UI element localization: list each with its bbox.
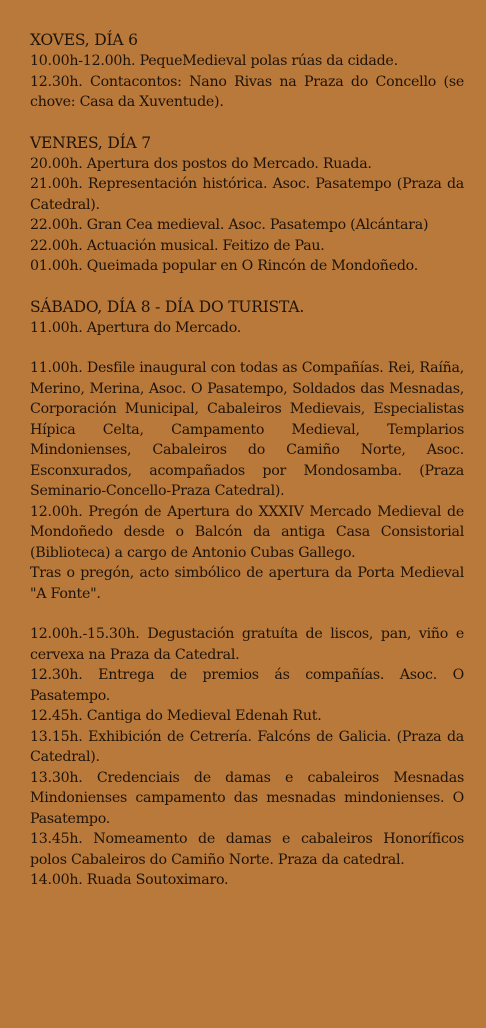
list-item: 22.00h. Actuación musical. Feitizo de Pau.	[30, 237, 325, 254]
day-heading-saturday: SÁBADO, DÍA 8 - DÍA DO TURISTA.	[30, 297, 305, 316]
list-item: 20.00h. Apertura dos postos do Mercado. Ruada.	[30, 155, 372, 172]
spacer	[30, 338, 464, 358]
day-heading-friday: VENRES, DÍA 7	[30, 133, 151, 152]
list-item: 13.30h. Credenciais de damas e cabaleiros Mesnadas Mindonienses campamento das mesnadas mindonienses. O Pasatempo.	[30, 769, 464, 827]
list-item: 12.30h. Contacontos: Nano Rivas na Praza do Concello (se chove: Casa da Xuventude).	[30, 73, 464, 110]
list-item: 12.00h.-15.30h. Degustación gratuíta de liscos, pan, viño e cervexa na Praza da Catedral.	[30, 626, 464, 663]
list-item: 13.45h. Nomeamento de damas e cabaleiros Honoríficos polos Cabaleiros do Camiño Norte. Praza da catedral.	[30, 831, 464, 868]
list-item: 01.00h. Queimada popular en O Rincón de Mondoñedo.	[30, 258, 418, 274]
list-item: 12.45h. Cantiga do Medieval Edenah Rut.	[30, 708, 322, 724]
list-item: Tras o pregón, acto simbólico de apertura da Porta Medieval "A Fonte".	[30, 565, 464, 602]
list-item: 12.00h. Pregón de Apertura do XXXIV Mercado Medieval de Mondoñedo desde o Balcón da antiga Casa Consistorial (Biblioteca) a cargo de Antonio Cubas Gallego.	[30, 503, 464, 561]
list-item: 10.00h-12.00h. PequeMedieval polas rúas da cidade.	[30, 53, 398, 69]
list-item: 22.00h. Gran Cea medieval. Asoc. Pasatempo (Alcántara)	[30, 217, 429, 233]
spacer	[30, 277, 464, 297]
list-item: 14.00h. Ruada Soutoximaro.	[30, 872, 229, 888]
list-item: 11.00h. Desfile inaugural con todas as Compañías. Rei, Raíña, Merino, Merina, Asoc. O Pasatempo, Soldados das Mesnadas, Corporación Municipal, Cabaleiros Medievais, Especialistas Hípica Celta, Campamento Medieval, Templarios Mindonienses, Cabaleiros do Camiño Norte, Asoc. Esconxurados, acompañados por Mondosamba. (Praza Seminario-Concello-Praza Catedral).	[30, 360, 464, 499]
list-item: 21.00h. Representación histórica. Asoc. Pasatempo (Praza da Catedral).	[30, 176, 464, 213]
list-item: 13.15h. Exhibición de Cetrería. Falcóns de Galicia. (Praza da Catedral).	[30, 728, 464, 765]
spacer	[30, 113, 464, 133]
spacer	[30, 604, 464, 624]
list-item: 11.00h. Apertura do Mercado.	[30, 319, 241, 336]
day-heading-thursday: XOVES, DÍA 6	[30, 31, 138, 49]
list-item: 12.30h. Entrega de premios ás compañías. Asoc. O Pasatempo.	[30, 667, 464, 704]
